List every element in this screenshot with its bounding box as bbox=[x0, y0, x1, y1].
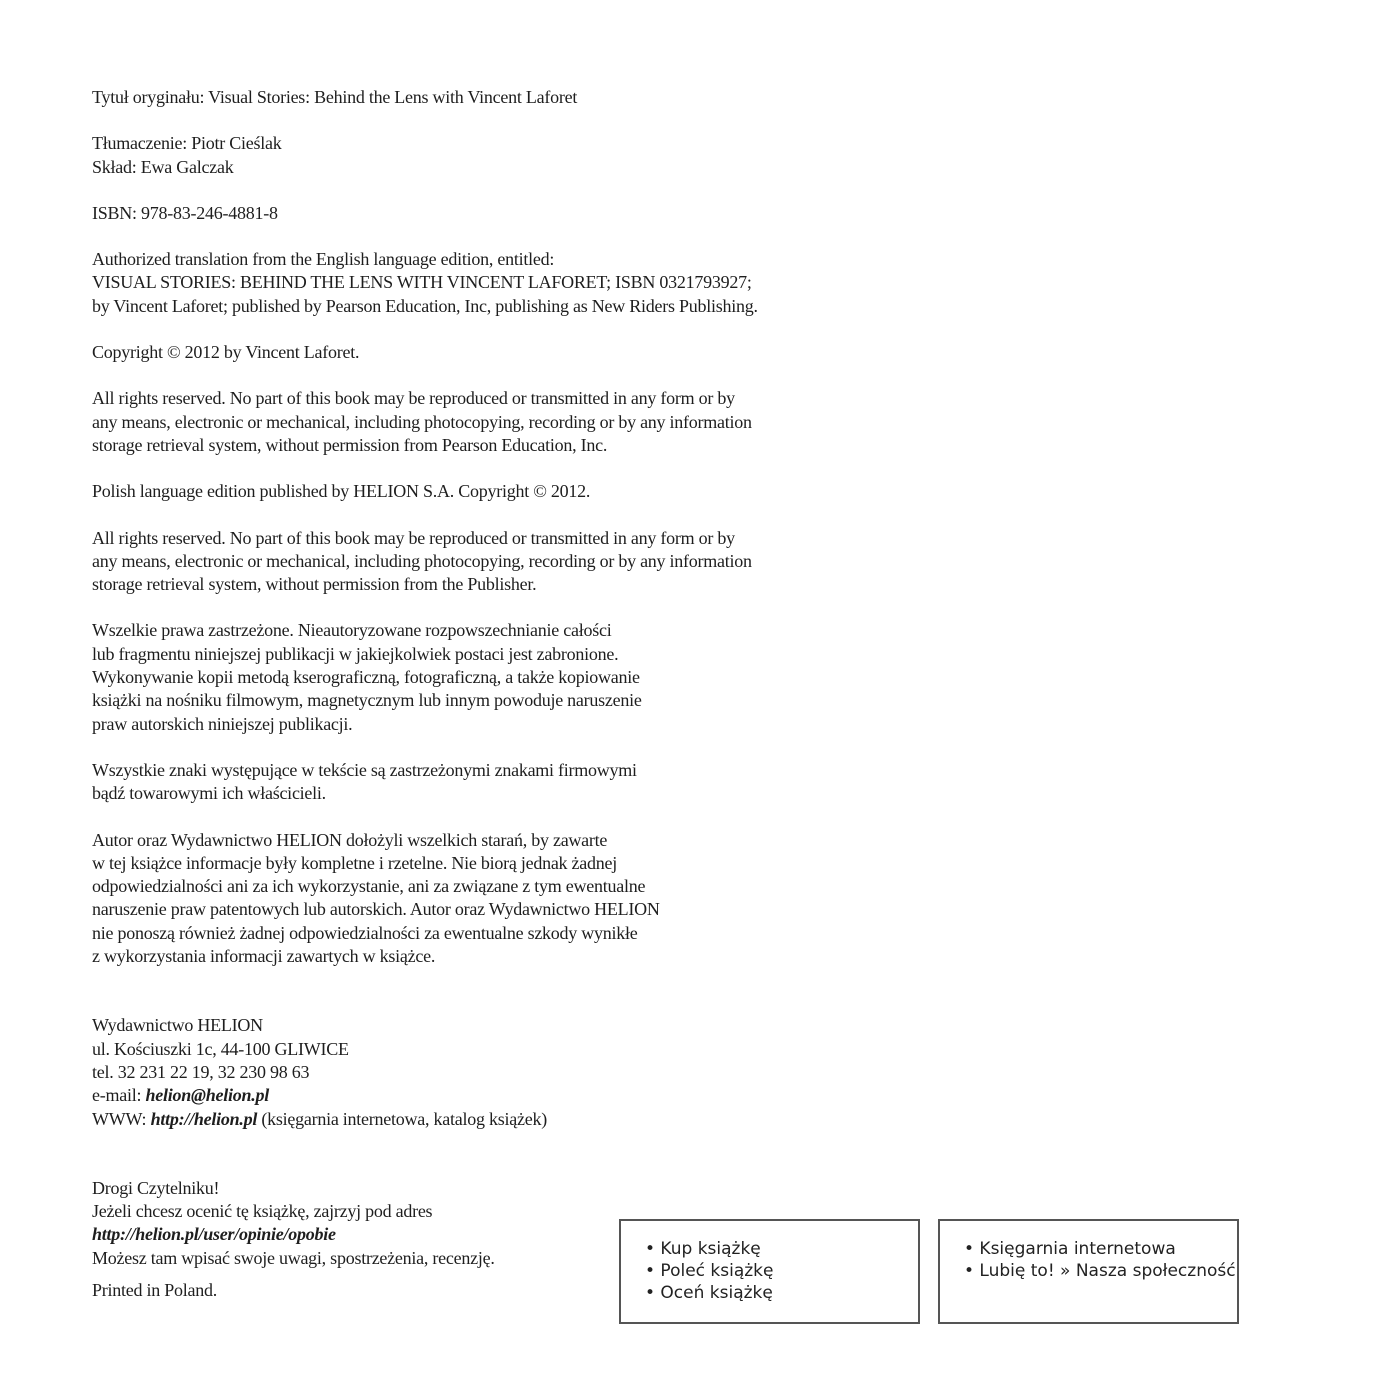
trademarks bbox=[92, 759, 852, 806]
text-line: Wszelkie prawa zastrzeżone. Nieautoryzowane rozpowszechnianie całości bbox=[92, 620, 612, 641]
community-link[interactable]: • Lubię to! » Nasza społeczność bbox=[964, 1261, 1236, 1281]
www-link[interactable]: http://helion.pl bbox=[150, 1108, 258, 1129]
buy-book-link[interactable]: • Kup książkę bbox=[645, 1239, 761, 1259]
text-line: by Vincent Laforet; published by Pearson Education, Inc, publishing as New Riders Publishing. bbox=[92, 295, 758, 316]
reader-line: Jeżeli chcesz ocenić tę książkę, zajrzyj pod adres bbox=[92, 1201, 433, 1222]
text-line: any means, electronic or mechanical, including photocopying, recording or by any information bbox=[92, 411, 752, 432]
opinion-link[interactable]: http://helion.pl/user/opinie/opobie bbox=[92, 1224, 336, 1245]
translator: Tłumaczenie: Piotr Cieślak bbox=[92, 133, 282, 154]
email-label: e-mail: bbox=[92, 1085, 146, 1106]
email-link[interactable]: helion@helion.pl bbox=[145, 1085, 269, 1106]
text-line: any means, electronic or mechanical, including photocopying, recording or by any information bbox=[92, 550, 752, 571]
publisher-address: ul. Kościuszki 1c, 44-100 GLIWICE bbox=[92, 1038, 349, 1059]
www-label: WWW: bbox=[92, 1108, 151, 1129]
text-line: Wszystkie znaki występujące w tekście są zastrzeżonymi znakami firmowymi bbox=[92, 759, 637, 780]
publisher-phone: tel. 32 231 22 19, 32 230 98 63 bbox=[92, 1061, 310, 1082]
recommend-book-link[interactable]: • Poleć książkę bbox=[645, 1261, 774, 1281]
text-line: praw autorskich niniejszej publikacji. bbox=[92, 713, 353, 734]
publisher-info bbox=[92, 1014, 852, 1130]
text-line: z wykorzystania informacji zawartych w książce. bbox=[92, 946, 436, 967]
rights-en-2 bbox=[92, 527, 852, 597]
imprint-column bbox=[92, 86, 852, 1270]
text-line: VISUAL STORIES: BEHIND THE LENS WITH VINCENT LAFORET; ISBN 0321793927; bbox=[92, 272, 752, 293]
text-line: w tej książce informacje były kompletne i rzetelne. Nie biorą jednak żadnej bbox=[92, 852, 618, 873]
rights-pl bbox=[92, 619, 852, 735]
rights-en-1 bbox=[92, 387, 852, 457]
text-line: Authorized translation from the English language edition, entitled: bbox=[92, 249, 555, 270]
text-line: All rights reserved. No part of this book may be reproduced or transmitted in any form or by bbox=[92, 388, 735, 409]
text-line: lub fragmentu niniejszej publikacji w jakiejkolwiek postaci jest zabronione. bbox=[92, 643, 619, 664]
text-line: książki na nośniku filmowym, magnetycznym lub innym powoduje naruszenie bbox=[92, 690, 642, 711]
text-line: Autor oraz Wydawnictwo HELION dołożyli wszelkich starań, by zawarte bbox=[92, 829, 608, 850]
text-line: Wykonywanie kopii metodą kserograficzną, fotograficzną, a także kopiowanie bbox=[92, 667, 640, 688]
polish-edition: Polish language edition published by HELION S.A. Copyright © 2012. bbox=[92, 481, 591, 502]
publisher-www-line bbox=[92, 1108, 852, 1131]
www-note: (księgarnia internetowa, katalog książek) bbox=[257, 1108, 547, 1129]
text-line: nie ponoszą również żadnej odpowiedzialności za ewentualne szkody wynikłe bbox=[92, 922, 638, 943]
links-box-left bbox=[619, 1219, 920, 1324]
links-box-right bbox=[938, 1219, 1239, 1324]
publisher-name: Wydawnictwo HELION bbox=[92, 1015, 263, 1036]
reader-greeting: Drogi Czytelniku! bbox=[92, 1177, 220, 1198]
publisher-email-line bbox=[92, 1084, 852, 1107]
reader-note-text: Możesz tam wpisać swoje uwagi, spostrzeżenia, recenzję. bbox=[92, 1247, 495, 1268]
authorized-translation bbox=[92, 248, 852, 318]
rate-book-link[interactable]: • Oceń książkę bbox=[645, 1283, 773, 1303]
text-line: naruszenie praw patentowych lub autorskich. Autor oraz Wydawnictwo HELION bbox=[92, 899, 660, 920]
printed-in: Printed in Poland. bbox=[92, 1280, 217, 1300]
typesetter: Skład: Ewa Galczak bbox=[92, 156, 234, 177]
text-line: odpowiedzialności ani za ich wykorzystanie, ani za związane z tym ewentualne bbox=[92, 876, 646, 897]
bookstore-link[interactable]: • Księgarnia internetowa bbox=[964, 1239, 1176, 1259]
text-line: All rights reserved. No part of this book may be reproduced or transmitted in any form or by bbox=[92, 527, 735, 548]
copyright-en: Copyright © 2012 by Vincent Laforet. bbox=[92, 342, 360, 363]
text-line: storage retrieval system, without permission from the Publisher. bbox=[92, 574, 537, 595]
isbn: ISBN: 978-83-246-4881-8 bbox=[92, 202, 278, 223]
text-line: storage retrieval system, without permission from Pearson Education, Inc. bbox=[92, 434, 608, 455]
disclaimer bbox=[92, 829, 852, 969]
text-line: bądź towarowymi ich właścicieli. bbox=[92, 783, 326, 804]
original-title: Tytuł oryginału: Visual Stories: Behind the Lens with Vincent Laforet bbox=[92, 87, 578, 107]
